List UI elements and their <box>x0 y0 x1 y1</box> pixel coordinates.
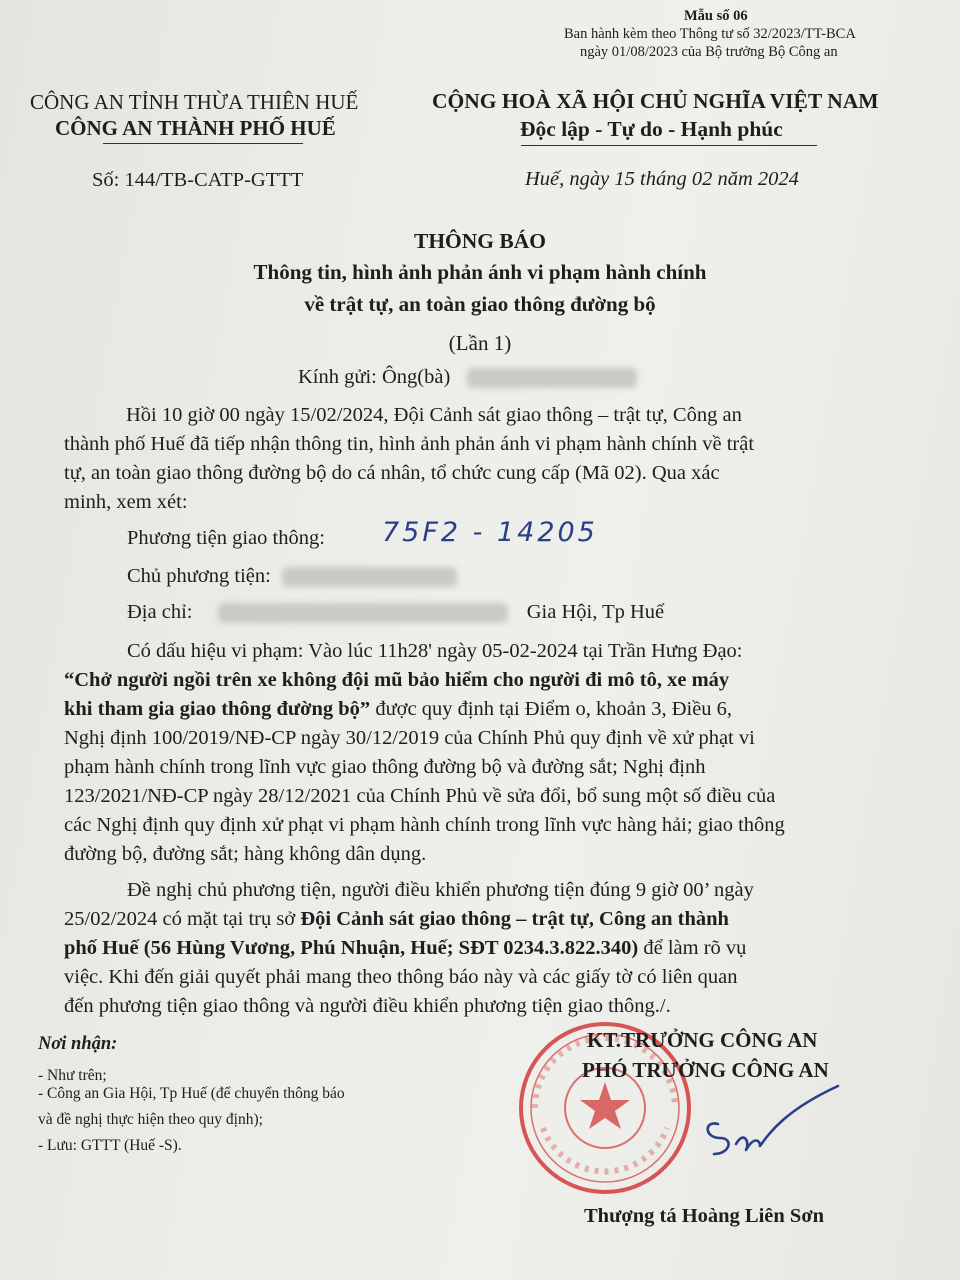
recipients-line-1: - Như trên; <box>38 1067 107 1084</box>
intro-line-4: minh, xem xét: <box>64 491 188 513</box>
intro-line-2: thành phố Huế đã tiếp nhận thông tin, hình ảnh phản ánh vi phạm hành chính về trật <box>64 433 755 455</box>
signer-name: Thượng tá Hoàng Liên Sơn <box>584 1205 825 1227</box>
agency-parent: CÔNG AN TỈNH THỪA THIÊN HUẾ <box>30 90 359 114</box>
national-motto: Độc lập - Tự do - Hạnh phúc <box>520 117 783 141</box>
violation-line-1: Có dấu hiệu vi phạm: Vào lúc 11h28' ngày 05-02-2024 tại Trần Hưng Đạo: <box>127 640 743 662</box>
request-line-3 <box>64 934 746 963</box>
redacted-owner-name <box>282 567 457 587</box>
request-office: Đội Cảnh sát giao thông – trật tự, Công an thành <box>300 908 729 930</box>
owner-label: Chủ phương tiện: <box>127 565 271 587</box>
violation-legal-basis: được quy định tại Điểm o, khoản 3, Điều 6, <box>370 698 733 720</box>
country-name: CỘNG HOÀ XÃ HỘI CHỦ NGHĨA VIỆT NAM <box>432 89 879 113</box>
request-purpose: để làm rõ vụ <box>638 937 747 959</box>
form-number: Mẫu số 06 <box>684 8 748 24</box>
address-label: Địa chỉ: <box>127 601 193 623</box>
owner-line <box>127 562 457 591</box>
agency-name: CÔNG AN THÀNH PHỐ HUẾ <box>55 116 336 140</box>
violation-line-3 <box>64 695 732 724</box>
signature-title-1: KT.TRƯỞNG CÔNG AN <box>587 1028 818 1052</box>
recipient-line <box>298 363 637 392</box>
violation-line-2: “Chở người ngồi trên xe không đội mũ bảo hiểm cho người đi mô tô, xe máy <box>64 669 730 691</box>
vehicle-label: Phương tiện giao thông: <box>127 527 325 549</box>
redacted-recipient-name <box>467 368 637 388</box>
place-date: Huế, ngày 15 tháng 02 năm 2024 <box>525 168 799 190</box>
motto-underline <box>521 145 817 146</box>
address-line <box>127 598 664 627</box>
form-issued-line-1: Ban hành kèm theo Thông tư số 32/2023/TT-BCA <box>564 26 856 42</box>
address-tail: Gia Hội, Tp Huế <box>526 601 665 623</box>
violation-line-4: Nghị định 100/2019/NĐ-CP ngày 30/12/2019 của Chính Phủ quy định về xử phạt vi <box>64 727 755 749</box>
request-line-4: việc. Khi đến giải quyết phải mang theo thông báo này và các giấy tờ có liên quan <box>64 966 738 988</box>
document-title: THÔNG BÁO <box>413 229 546 253</box>
redacted-address <box>218 603 508 623</box>
request-line-5: đến phương tiện giao thông và người điều khiển phương tiện giao thông./. <box>64 995 671 1017</box>
request-line-2 <box>64 905 729 934</box>
signature-title-2: PHÓ TRƯỞNG CÔNG AN <box>582 1058 829 1082</box>
recipient-label: Kính gửi: Ông(bà) <box>298 366 451 388</box>
violation-line-5: phạm hành chính trong lĩnh vực giao thông đường bộ và đường sắt; Nghị định <box>64 756 706 778</box>
handwritten-signature <box>690 1080 850 1170</box>
violation-name-end: khi tham gia giao thông đường bộ” <box>64 698 371 720</box>
recipients-line-2: - Công an Gia Hội, Tp Huế (để chuyển thông báo <box>38 1085 345 1102</box>
notice-round: (Lần 1) <box>448 331 512 355</box>
recipients-line-4: - Lưu: GTTT (Huế -S). <box>38 1137 182 1154</box>
form-issued-line-2: ngày 01/08/2023 của Bộ trưởng Bộ Công an <box>580 44 838 60</box>
intro-line-3: tự, an toàn giao thông đường bộ do cá nhân, tổ chức cung cấp (Mã 02). Qua xác <box>64 462 720 484</box>
recipients-label: Nơi nhận: <box>38 1034 118 1054</box>
request-line-1: Đề nghị chủ phương tiện, người điều khiển phương tiện đúng 9 giờ 00’ ngày <box>127 879 754 901</box>
violation-line-8: đường bộ, đường sắt; hàng không dân dụng. <box>64 843 427 865</box>
agency-underline <box>103 143 303 144</box>
document-subtitle-1: Thông tin, hình ảnh phản ánh vi phạm hành chính <box>253 260 707 284</box>
vehicle-plate-handwritten: 75F2 - 14205 <box>382 517 598 548</box>
recipients-line-3: và đề nghị thực hiện theo quy định); <box>38 1111 263 1128</box>
document-subtitle-2: về trật tự, an toàn giao thông đường bộ <box>304 292 656 316</box>
intro-line-1: Hồi 10 giờ 00 ngày 15/02/2024, Đội Cảnh sát giao thông – trật tự, Công an <box>126 404 742 426</box>
violation-line-7: các Nghị định quy định xử phạt vi phạm hành chính trong lĩnh vực hàng hải; giao thông <box>64 814 785 836</box>
violation-line-6: 123/2021/NĐ-CP ngày 28/12/2021 của Chính Phủ về sửa đổi, bổ sung một số điều của <box>64 785 776 807</box>
request-date: 25/02/2024 có mặt tại trụ sở <box>64 908 301 930</box>
document-number: Số: 144/TB-CATP-GTTT <box>92 169 304 191</box>
request-office-address: phố Huế (56 Hùng Vương, Phú Nhuận, Huế; SĐT 0234.3.822.340) <box>64 937 639 959</box>
